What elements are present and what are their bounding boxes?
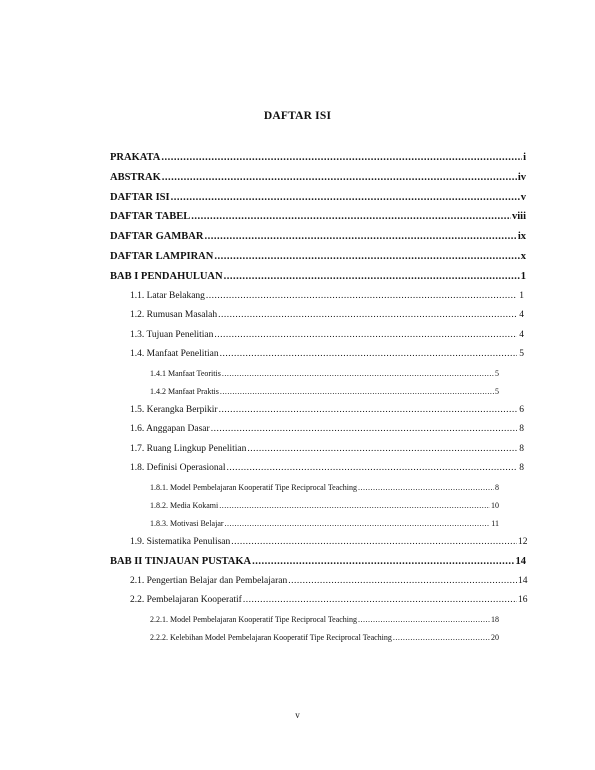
toc-entry-page: 8 [519,463,524,474]
toc-entry-page: 8 [495,482,499,492]
toc-entry-page: 1 [519,290,524,301]
toc-entry-page: x [520,250,526,262]
toc-entry-label: 1.9. Sistematika Penulisan [130,536,231,547]
toc-dot-leader [227,463,517,473]
toc-dot-leader [220,387,494,396]
toc-entry-label: 1.4. Manfaat Penelitian [130,349,219,360]
toc-dot-leader [243,595,517,605]
toc-entry[interactable] [110,519,499,537]
toc-entry-page: 4 [519,329,524,340]
toc-entry-page: v [520,191,526,203]
toc-entry[interactable] [110,310,524,330]
toc-entry-label: 1.6. Anggapan Dasar [130,424,210,435]
toc-entry-label: BAB II TINJAUAN PUSTAKA [110,556,252,568]
toc-dot-leader [288,576,517,586]
toc-entry-label: DAFTAR ISI [110,191,170,203]
toc-dot-leader [206,291,517,301]
toc-entry-label: 1.2. Rumusan Masalah [130,310,218,321]
toc-entry-label: 1.1. Latar Belakang [130,290,205,301]
toc-entry[interactable] [110,330,524,350]
toc-entry-page: 18 [491,614,499,624]
toc-entry-page: 12 [518,536,528,547]
toc-dot-leader [358,483,494,492]
toc-entry-page: 14 [518,575,528,586]
toc-entry-label: PRAKATA [110,152,161,163]
toc-dot-leader [358,615,490,624]
toc-dot-leader [214,330,517,340]
toc-entry-page: ix [517,231,526,243]
toc-dot-leader [252,556,514,567]
toc-entry-label: DAFTAR LAMPIRAN [110,250,214,262]
toc-dot-leader [225,519,491,528]
table-of-contents [110,152,526,651]
toc-entry-label: 1.8.1. Model Pembelajaran Kooperatif Tipe Reciprocal Teaching [150,482,358,492]
toc-dot-leader [161,152,522,163]
toc-entry-page: 8 [519,443,524,454]
toc-dot-leader [224,271,520,282]
toc-dot-leader [393,633,490,642]
toc-dot-leader [204,231,516,242]
toc-entry-page: 1 [520,270,526,282]
toc-entry-label: 1.7. Ruang Lingkup Penelitian [130,443,247,454]
toc-entry-label: 2.2.2. Kelebihan Model Pembelajaran Kooperatif Tipe Reciprocal Teaching [150,632,392,642]
toc-entry[interactable] [110,291,524,311]
toc-entry[interactable] [110,349,524,369]
toc-entry[interactable] [110,444,524,464]
toc-entry-page: 6 [519,404,524,415]
toc-entry[interactable] [110,575,528,596]
toc-entry-page: 14 [515,556,526,568]
toc-entry[interactable] [110,387,499,405]
toc-entry[interactable] [110,501,499,519]
toc-entry-page: 5 [519,349,524,360]
toc-entry-label: 1.8.3. Motivasi Belajar [150,518,224,528]
toc-entry-page: viii [511,211,526,223]
toc-entry-label: 1.5. Kerangka Berpikir [130,404,218,415]
toc-entry-label: 1.8.2. Media Kokami [150,500,219,510]
toc-entry-label: 2.2.1. Model Pembelajaran Kooperatif Tipe Reciprocal Teaching [150,614,358,624]
toc-entry[interactable] [110,271,526,291]
toc-entry-page: i [523,152,526,163]
toc-entry[interactable] [110,536,528,557]
toc-entry-page: 4 [519,310,524,321]
toc-entry-page: 8 [519,424,524,435]
toc-dot-leader [162,172,517,183]
toc-entry-page: 16 [518,595,528,606]
toc-dot-leader [247,444,517,454]
toc-entry-label: ABSTRAK [110,171,161,183]
toc-entry-label: 1.8. Definisi Operasional [130,463,226,474]
toc-entry[interactable] [110,152,526,172]
toc-dot-leader [219,501,490,510]
toc-entry[interactable] [110,251,526,271]
toc-entry[interactable] [110,192,526,212]
toc-dot-leader [218,310,517,320]
toc-entry-label: BAB I PENDAHULUAN [110,270,223,282]
toc-entry-page: 10 [491,500,499,510]
toc-dot-leader [222,369,494,378]
toc-dot-leader [231,537,517,547]
toc-dot-leader [220,349,517,359]
page-number: v [295,710,300,720]
toc-entry-label: 2.1. Pengertian Belajar dan Pembelajaran [130,575,288,586]
toc-entry-label: DAFTAR TABEL [110,211,191,223]
toc-entry[interactable] [110,405,524,425]
toc-entry-label: DAFTAR GAMBAR [110,231,204,243]
toc-entry-label: 2.2. Pembelajaran Kooperatif [130,595,242,606]
toc-dot-leader [219,405,517,415]
toc-entry[interactable] [110,556,526,576]
toc-dot-leader [214,251,519,262]
toc-entry-page: 5 [495,386,499,396]
toc-entry-page: 5 [495,368,499,378]
toc-entry[interactable] [110,463,524,483]
toc-entry[interactable] [110,615,499,633]
toc-entry-page: iv [517,171,526,183]
page-title: DAFTAR ISI [263,110,332,122]
toc-dot-leader [211,424,517,434]
toc-entry-page: 11 [491,518,499,528]
toc-dot-leader [171,192,520,203]
toc-entry[interactable] [110,595,528,615]
toc-entry[interactable] [110,483,499,501]
toc-entry[interactable] [110,172,526,192]
toc-entry-label: 1.4.2 Manfaat Praktis [150,386,219,396]
toc-entry[interactable] [110,211,526,231]
toc-entry[interactable] [110,633,499,651]
toc-entry[interactable] [110,369,499,387]
toc-entry-label: 1.3. Tujuan Penelitian [130,329,214,340]
toc-entry[interactable] [110,231,526,251]
toc-entry-label: 1.4.1 Manfaat Teoritis [150,368,221,378]
toc-dot-leader [191,211,511,222]
toc-entry-page: 20 [491,632,499,642]
toc-entry[interactable] [110,424,524,444]
